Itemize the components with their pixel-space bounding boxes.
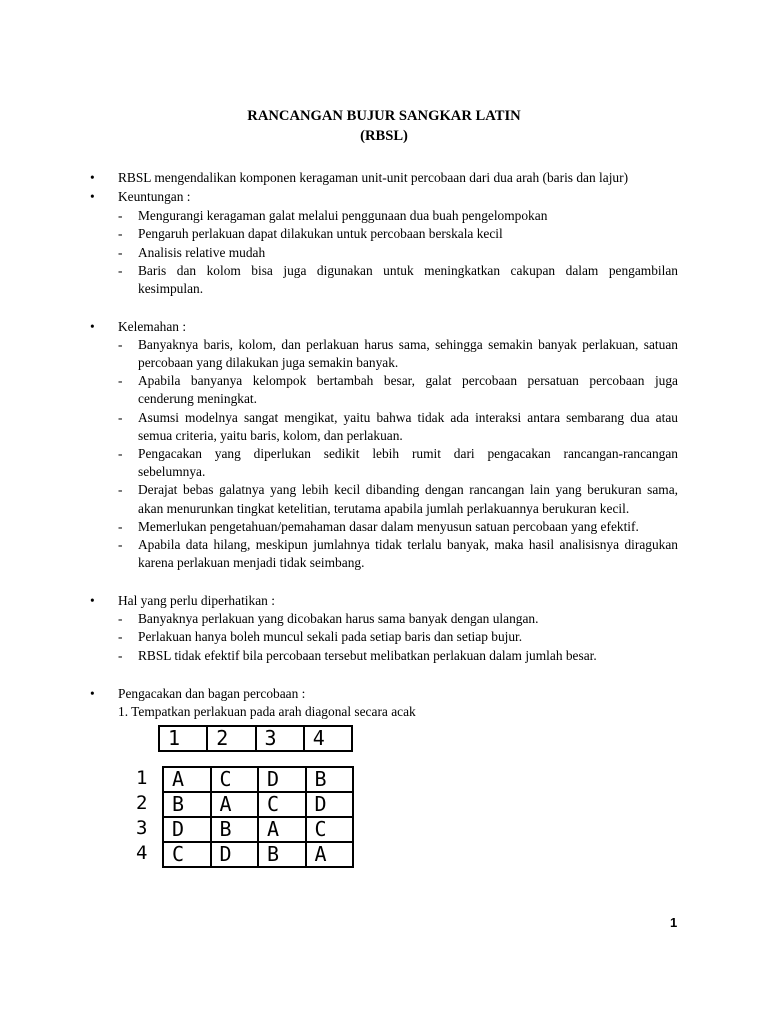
table-cell: 2 [207, 726, 255, 751]
table-cell: A [258, 817, 306, 842]
list-item-text: Mengurangi keragaman galat melalui penggunaan dua buah pengelompokan [138, 208, 548, 223]
dash-mark: - [118, 537, 123, 552]
bullet-text: Kelemahan : [118, 319, 187, 334]
table-cell: D [258, 767, 306, 792]
bullet-text: Hal yang perlu diperhatikan : [118, 593, 275, 608]
table-cell: D [306, 792, 354, 817]
list-item-text: Pengacakan yang diperlukan sedikit lebih rumit dari pengacakan rancangan-rancangan [138, 446, 678, 461]
list-item-text: Analisis relative mudah [138, 245, 266, 260]
list-item-text: Derajat bebas galatnya yang lebih kecil dibanding dengan rancangan lain yang berukuran sama, [138, 482, 678, 497]
bullet-text: RBSL mengendalikan komponen keragaman unit-unit percobaan dari dua arah (baris dan lajur) [118, 170, 629, 185]
bullet-mark: • [90, 686, 95, 701]
doc-subtitle: (RBSL) [360, 128, 408, 144]
list-item-text: RBSL tidak efektif bila percobaan tersebut melibatkan perlakuan dalam jumlah besar. [138, 648, 597, 663]
table-cell: C [306, 817, 354, 842]
dash-mark: - [118, 337, 123, 352]
table-cell: 1 [159, 726, 207, 751]
doc-title: RANCANGAN BUJUR SANGKAR LATIN [247, 108, 521, 124]
list-item-text: Asumsi modelnya sangat mengikat, yaitu bahwa tidak ada interaksi antara sembarang dua atau [138, 410, 678, 425]
row-label: 4 [136, 842, 148, 864]
list-item-text: akan menurunkan tingkat ketelitian, terutama apabila jumlah perlakuannya berukuran kecil. [138, 501, 630, 516]
table-cell: B [258, 842, 306, 867]
bullet-text: Pengacakan dan bagan percobaan : [118, 686, 306, 701]
table-cell: C [258, 792, 306, 817]
row-label: 2 [136, 792, 148, 814]
list-item-text: Banyaknya perlakuan yang dicobakan harus sama banyak dengan ulangan. [138, 611, 539, 626]
dash-mark: - [118, 226, 123, 241]
bullet-mark: • [90, 189, 95, 204]
dash-mark: - [118, 611, 123, 626]
table-row [163, 792, 353, 817]
latin-square-table [162, 766, 354, 868]
list-item-text: Banyaknya baris, kolom, dan perlakuan harus sama, sehingga semakin banyak perlakuan, satuan [138, 337, 678, 352]
table-cell: B [163, 792, 211, 817]
list-item-text: Baris dan kolom bisa juga digunakan untuk meningkatkan cakupan dalam pengambilan [138, 263, 678, 278]
table-row [159, 726, 352, 751]
dash-mark: - [118, 410, 123, 425]
table-cell: 4 [304, 726, 352, 751]
dash-mark: - [118, 482, 123, 497]
table-cell: B [306, 767, 354, 792]
step-1-text: 1. Tempatkan perlakuan pada arah diagonal secara acak [118, 704, 416, 719]
dash-mark: - [118, 373, 123, 388]
page-number: 1 [670, 915, 678, 930]
dash-mark: - [118, 519, 123, 534]
row-label: 3 [136, 817, 148, 839]
bullet-text: Keuntungan : [118, 189, 191, 204]
table-cell: D [211, 842, 259, 867]
table-row [163, 842, 353, 867]
table-cell: A [306, 842, 354, 867]
list-item-text: Memerlukan pengetahuan/pemahaman dasar dalam menyusun satuan percobaan yang efektif. [138, 519, 639, 534]
table-cell: C [163, 842, 211, 867]
dash-mark: - [118, 446, 123, 461]
list-item-text: sebelumnya. [138, 464, 206, 479]
table-row [163, 817, 353, 842]
bullet-mark: • [90, 170, 95, 185]
table-cell: A [163, 767, 211, 792]
column-header-table [158, 725, 353, 752]
row-labels [136, 766, 147, 866]
table-cell: C [211, 767, 259, 792]
list-item-text: kesimpulan. [138, 281, 204, 296]
list-item-text: percobaan yang dilakukan juga semakin banyak. [138, 355, 399, 370]
row-label: 1 [136, 767, 148, 789]
dash-mark: - [118, 245, 123, 260]
bullet-mark: • [90, 319, 95, 334]
list-item-text: Pengaruh perlakuan dapat dilakukan untuk percobaan berskala kecil [138, 226, 503, 241]
list-item-text: cenderung meningkat. [138, 391, 257, 406]
dash-mark: - [118, 263, 123, 278]
table-cell: B [211, 817, 259, 842]
list-item-text: semua criteria, yaitu baris, kolom, dan perlakuan. [138, 428, 403, 443]
list-item-text: karena perlakuan menjadi tidak seimbang. [138, 555, 365, 570]
table-cell: 3 [256, 726, 304, 751]
list-item-text: Apabila data hilang, meskipun jumlahnya tidak terlalu banyak, maka hasil analisisnya diragukan [138, 537, 678, 552]
list-item-text: Apabila banyanya kelompok bertambah besar, galat percobaan persatuan percobaan juga [138, 373, 678, 388]
dash-mark: - [118, 208, 123, 223]
dash-mark: - [118, 648, 123, 663]
table-cell: D [163, 817, 211, 842]
table-cell: A [211, 792, 259, 817]
list-item-text: Perlakuan hanya boleh muncul sekali pada setiap baris dan setiap bujur. [138, 629, 523, 644]
dash-mark: - [118, 629, 123, 644]
table-row [163, 767, 353, 792]
bullet-mark: • [90, 593, 95, 608]
